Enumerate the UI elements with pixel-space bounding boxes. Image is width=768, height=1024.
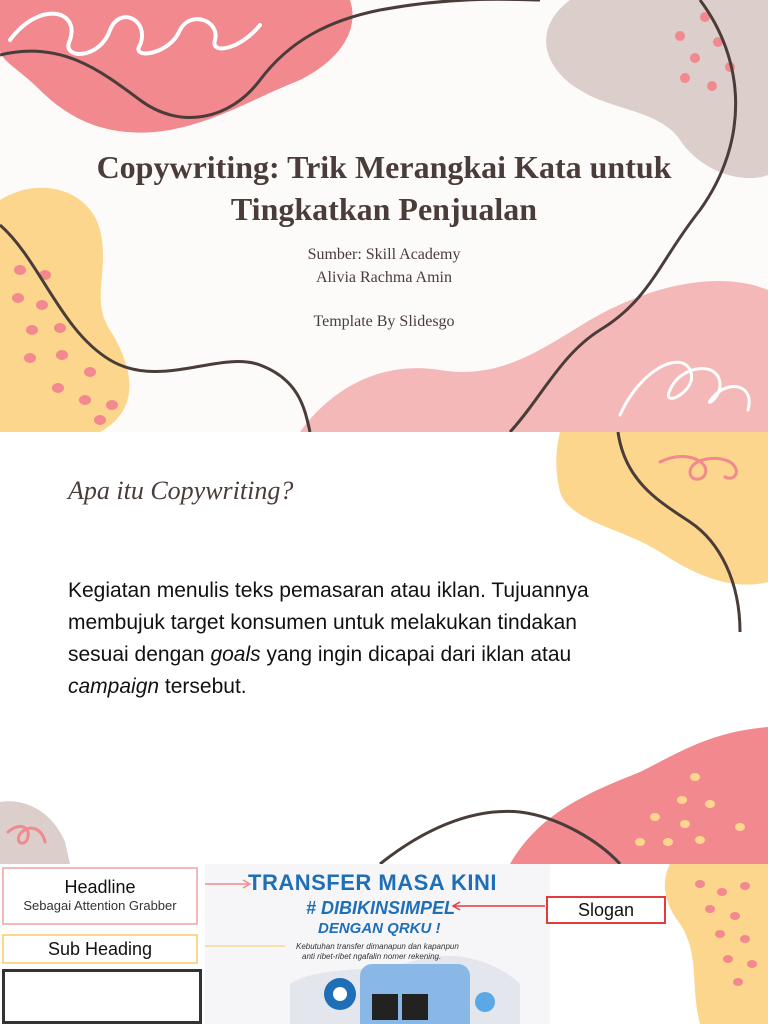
- headline-label: Headline: [64, 877, 136, 897]
- definition-paragraph: [68, 575, 628, 703]
- qr-code: [402, 994, 428, 1020]
- qr-logo-inner: [333, 987, 347, 1001]
- paragraph-text-3: tersebut.: [159, 675, 247, 698]
- pink-blob-top-left: [0, 0, 353, 133]
- subheading-label: Sub Heading: [47, 939, 153, 959]
- template-credit: Template By Slidesgo: [313, 313, 455, 330]
- yellow-blob-top-right: [556, 432, 768, 585]
- headline-note: Sebagai Attention Grabber: [23, 898, 177, 913]
- paragraph-goals: goals: [210, 643, 261, 666]
- author-text: Alivia Rachma Amin: [316, 269, 452, 286]
- source-text: Sumber: Skill Academy: [307, 246, 461, 263]
- pink-blob-bottom-right: [300, 281, 768, 432]
- gray-blob-bottom-left: [0, 801, 70, 864]
- qr-code: [372, 994, 398, 1020]
- ad-headline: TRANSFER MASA KINI: [248, 870, 497, 895]
- subheading-label-box: [2, 934, 198, 964]
- ad-body-line-2: anti ribet-ribet ngafalin nomer rekening.: [302, 952, 442, 961]
- ad-slogan-line-2: DENGAN QRKU !: [318, 920, 441, 937]
- slide-title: Copywriting: Trik Merangkai Kata untuk Tingkatkan Penjualan: [96, 149, 672, 227]
- title-slide: [0, 0, 768, 432]
- yellow-blob-right: [665, 864, 768, 1024]
- empty-label-box: [2, 969, 202, 1024]
- paragraph-campaign: campaign: [68, 675, 160, 698]
- headline-label-box: [2, 867, 198, 925]
- ad-body-line-1: Kebutuhan transfer dimanapun dan kapanpun: [296, 942, 459, 951]
- paragraph-text-1: Kegiatan menulis teks pemasaran atau iklan. Tujuannya membujuk target konsumen untuk melakukan tindakan sesuai dengan: [68, 579, 589, 666]
- slogan-label: Slogan: [577, 900, 635, 920]
- slogan-label-box: [546, 896, 666, 924]
- ad-example-slide: [0, 864, 768, 1024]
- paragraph-text-2: yang ingin dicapai dari iklan atau: [260, 643, 572, 666]
- plane-badge-icon: [475, 992, 495, 1012]
- slide2-heading: Apa itu Copywriting?: [68, 476, 294, 505]
- ad-slogan-line-1: # DIBIKINSIMPEL: [306, 898, 456, 918]
